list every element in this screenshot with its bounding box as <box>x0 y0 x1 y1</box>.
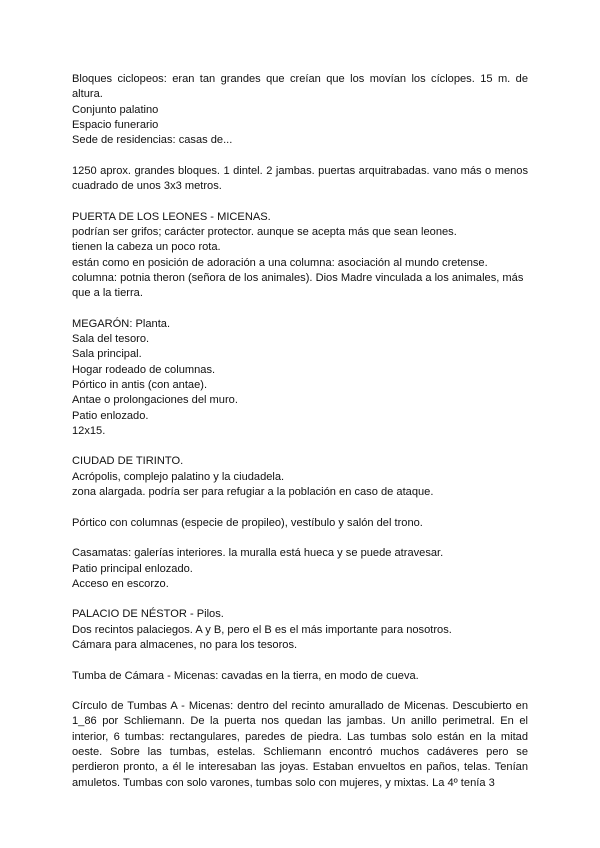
line-12x15: 12x15. <box>72 424 106 437</box>
heading-megaron: MEGARÓN: Planta. <box>72 317 171 330</box>
line-acropolis: Acrópolis, complejo palatino y la ciudadela. <box>72 470 285 483</box>
blank-line <box>72 148 528 163</box>
paragraph-bloques-ciclopeos: Bloques ciclopeos: eran tan grandes que creían que los movían los cíclopes. 15 m. de altura. <box>72 73 528 101</box>
line-espacio-funerario: Espacio funerario <box>72 118 159 131</box>
blank-line <box>72 531 528 546</box>
line-portico-columnas: Pórtico con columnas (especie de propileo), vestíbulo y salón del trono. <box>72 516 423 529</box>
line-camara-almacenes: Cámara para almacenes, no para los tesoros. <box>72 638 298 651</box>
paragraph-circulo-tumbas: Círculo de Tumbas A - Micenas: dentro del recinto amurallado de Micenas. Descubierto en 1_86 por Schliemann. De la puerta nos quedan las jambas. Un anillo perimetral. En el interior, 6 tumbas: rectangulares, paredes de piedra. Las tumbas solo están en la mitad oeste. Sobre las tumbas, estelas. Schliemann encontró muchos cadáveres pero se perdieron pronto, a él le interesaban las joyas. Estaban envueltos en paños, telas. Tenían amuletos. Tumbas con solo varones, tumbas solo con mujeres, y mixtas. La 4º tenía 3 <box>72 700 528 789</box>
line-adoracion-columna: están como en posición de adoración a una columna: asociación al mundo cretense. <box>72 256 488 269</box>
line-patio-enlozado: Patio enlozado. <box>72 409 149 422</box>
line-sala-principal: Sala principal. <box>72 348 142 361</box>
paragraph-1250-aprox: 1250 aprox. grandes bloques. 1 dintel. 2 jambas. puertas arquitrabadas. vano más o menos cuadrado de unos 3x3 metros. <box>72 164 528 193</box>
blank-line <box>72 653 528 668</box>
line-acceso-escorzo: Acceso en escorzo. <box>72 577 169 590</box>
line-sala-tesoro: Sala del tesoro. <box>72 333 150 346</box>
heading-tirinto: CIUDAD DE TIRINTO. <box>72 455 184 468</box>
blank-line <box>72 592 528 607</box>
line-recintos-palaciegos: Dos recintos palaciegos. A y B, pero el B es el más importante para nosotros. <box>72 623 452 636</box>
blank-line <box>72 301 528 316</box>
line-hogar: Hogar rodeado de columnas. <box>72 363 216 376</box>
blank-line <box>72 194 528 209</box>
heading-puerta-leones: PUERTA DE LOS LEONES - MICENAS. <box>72 210 271 223</box>
line-casamatas: Casamatas: galerías interiores. la muralla está hueca y se puede atravesar. <box>72 547 444 560</box>
line-conjunto-palatino: Conjunto palatino <box>72 103 159 116</box>
line-grifos: podrían ser grifos; carácter protector. aunque se acepta más que sean leones. <box>72 225 457 238</box>
line-patio-principal: Patio principal enlozado. <box>72 562 193 575</box>
line-portico-antis: Pórtico in antis (con antae). <box>72 378 208 391</box>
line-tumba-camara: Tumba de Cámara - Micenas: cavadas en la tierra, en modo de cueva. <box>72 669 419 682</box>
line-antae: Antae o prolongaciones del muro. <box>72 394 238 407</box>
line-zona-alargada: zona alargada. podría ser para refugiar a la población en caso de ataque. <box>72 486 434 499</box>
blank-line <box>72 439 528 454</box>
line-sede-residencias: Sede de residencias: casas de... <box>72 134 233 147</box>
heading-palacio-nestor: PALACIO DE NÉSTOR - Pilos. <box>72 608 224 621</box>
line-cabeza-rota: tienen la cabeza un poco rota. <box>72 241 221 254</box>
paragraph-potnia-theron: columna: potnia theron (señora de los animales). Dios Madre vinculada a los animales, más que a la tierra. <box>72 271 524 300</box>
blank-line <box>72 500 528 515</box>
blank-line <box>72 684 528 699</box>
